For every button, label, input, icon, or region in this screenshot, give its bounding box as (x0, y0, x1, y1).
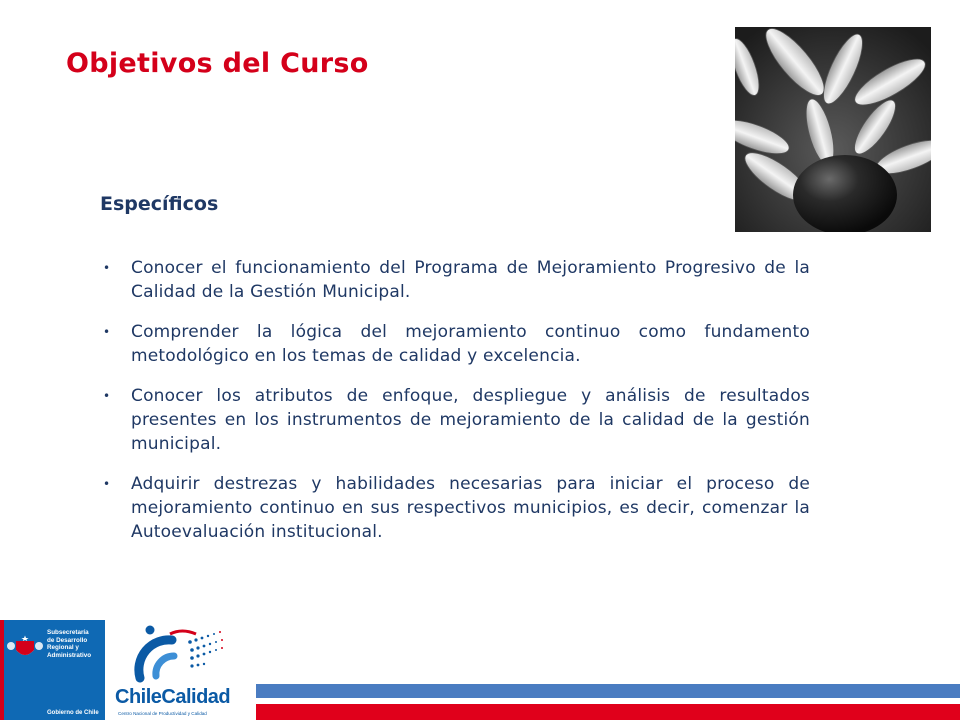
chilecalidad-subtitle: Centro Nacional de Productividad y Calidad (118, 711, 207, 716)
list-item (103, 320, 810, 368)
chilecalidad-name: ChileCalidad (115, 686, 231, 708)
chile-coat-of-arms-icon (6, 628, 44, 666)
objectives-list (103, 256, 810, 560)
bullet-text: Adquirir destrezas y habilidades necesarias para iniciar el proceso de mejoramiento continuo en sus respectivos municipios, es decir, comenzar la Autoevaluación institucional. (131, 474, 810, 542)
gobierno-de-chile-logo (0, 620, 105, 720)
bullet-text: Conocer el funcionamiento del Programa de Mejoramiento Progresivo de la Calidad de la Gestión Municipal. (131, 258, 810, 302)
bullet-icon: • (103, 325, 111, 339)
gob-red-stripe (0, 620, 4, 720)
slide-title: Objetivos del Curso (66, 48, 369, 79)
bullet-icon: • (103, 261, 111, 275)
bowling-pins-image (735, 27, 931, 232)
footer-red-bar (256, 704, 960, 720)
gob-footer-text: Gobierno de Chile (47, 710, 99, 716)
bullet-text: Conocer los atributos de enfoque, despliegue y análisis de resultados presentes en los instrumentos de mejoramiento de la calidad de la gestión municipal. (131, 386, 810, 454)
list-item (103, 384, 810, 456)
list-item (103, 472, 810, 544)
footer-blue-bar (256, 684, 960, 698)
bullet-icon: • (103, 477, 111, 491)
section-subtitle: Específicos (100, 193, 219, 215)
bowling-pins-photo (735, 27, 931, 232)
gob-agency-text: Subsecretaría de Desarrollo Regional y Administrativo (47, 629, 92, 659)
bullet-text: Comprender la lógica del mejoramiento continuo como fundamento metodológico en los temas de calidad y excelencia. (131, 322, 810, 366)
bullet-icon: • (103, 389, 111, 403)
list-item (103, 256, 810, 304)
